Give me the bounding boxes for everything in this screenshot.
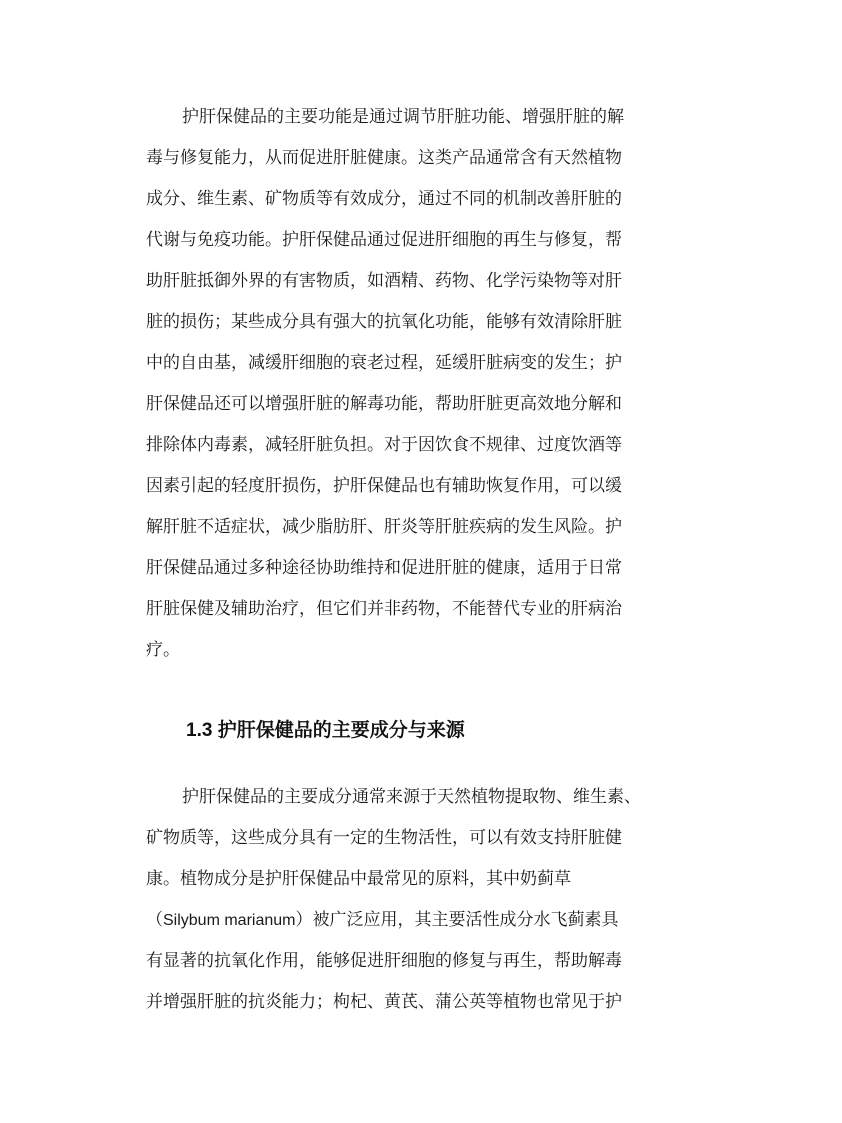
- text-line: 解肝脏不适症状，减少脂肪肝、肝炎等肝脏疾病的发生风险。护: [146, 517, 622, 537]
- latin-species-name: Silybum marianum: [163, 912, 296, 929]
- text-line: 康。植物成分是护肝保健品中最常见的原料，其中奶蓟草: [146, 869, 571, 889]
- text-line: 助肝脏抵御外界的有害物质，如酒精、药物、化学污染物等对肝: [146, 271, 622, 291]
- text-line: 肝保健品通过多种途径协助维持和促进肝脏的健康，适用于日常: [146, 558, 622, 578]
- text-segment: ）被广泛应用，其主要活性成分水飞蓟素具: [295, 910, 619, 930]
- text-line: 代谢与免疫功能。护肝保健品通过促进肝细胞的再生与修复，帮: [146, 230, 622, 250]
- text-line: 矿物质等，这些成分具有一定的生物活性，可以有效支持肝脏健: [146, 828, 622, 848]
- text-line: 中的自由基，减缓肝细胞的衰老过程，延缓肝脏病变的发生；护: [146, 353, 622, 373]
- text-line: 护肝保健品的主要功能是通过调节肝脏功能、增强肝脏的解: [182, 107, 624, 127]
- text-line: 成分、维生素、矿物质等有效成分，通过不同的机制改善肝脏的: [146, 189, 622, 209]
- text-line: 肝脏保健及辅助治疗，但它们并非药物，不能替代专业的肝病治: [146, 599, 622, 619]
- text-line: 因素引起的轻度肝损伤，护肝保健品也有辅助恢复作用，可以缓: [146, 476, 622, 496]
- text-line: [146, 907, 618, 933]
- open-paren: （: [146, 910, 163, 930]
- text-line: 排除体内毒素，减轻肝脏负担。对于因饮食不规律、过度饮酒等: [146, 435, 622, 455]
- section-heading: 1.3 护肝保健品的主要成分与来源: [186, 720, 465, 741]
- text-line: 脏的损伤；某些成分具有强大的抗氧化功能，能够有效清除肝脏: [146, 312, 622, 332]
- text-line: 疗。: [146, 640, 180, 660]
- text-line: 并增强肝脏的抗炎能力；枸杞、黄芪、蒲公英等植物也常见于护: [146, 992, 622, 1012]
- text-line: 有显著的抗氧化作用，能够促进肝细胞的修复与再生，帮助解毒: [146, 951, 622, 971]
- text-line: 肝保健品还可以增强肝脏的解毒功能，帮助肝脏更高效地分解和: [146, 394, 622, 414]
- text-line: 护肝保健品的主要成分通常来源于天然植物提取物、维生素、: [182, 787, 641, 807]
- text-line: 毒与修复能力，从而促进肝脏健康。这类产品通常含有天然植物: [146, 148, 622, 168]
